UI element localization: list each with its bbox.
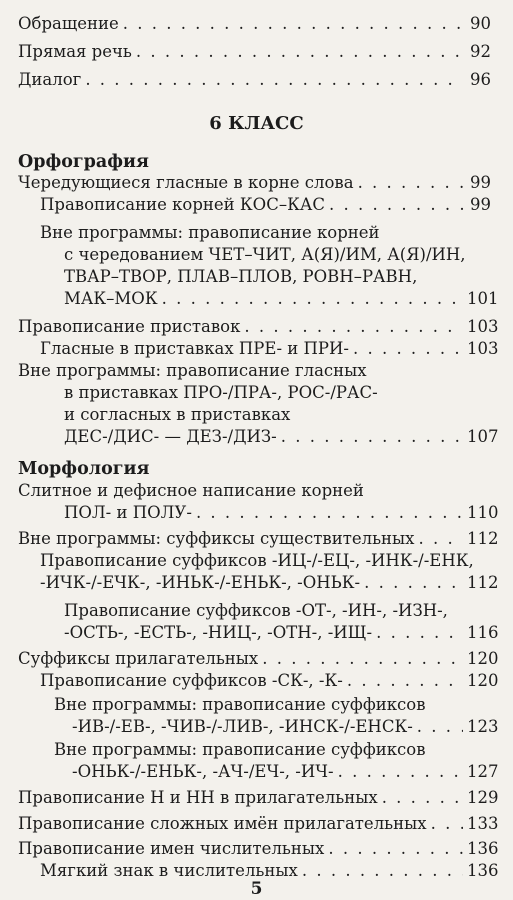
toc-entry	[0, 648, 513, 670]
leader-dots	[328, 838, 463, 860]
entry-title: -ОСТЬ-, -ЕСТЬ-, -НИЦ-, -ОТН-, -ИЩ-	[64, 623, 373, 642]
toc-entry	[0, 572, 513, 594]
entry-page: 127	[467, 762, 499, 781]
entry-page: 110	[467, 503, 499, 522]
entry-page: 99	[470, 173, 491, 192]
entry-page: 120	[467, 649, 499, 668]
entry-page: 129	[467, 788, 499, 807]
entry-page: 136	[467, 861, 499, 880]
entry-page: 103	[467, 339, 499, 358]
entry-page: 96	[470, 70, 491, 89]
leader-dots	[431, 813, 463, 835]
leader-dots	[281, 426, 463, 448]
section-title-morphology: Морфология	[18, 459, 150, 479]
entry-title: Правописание корней КОС–КАС	[40, 195, 325, 214]
entry-line: Вне программы: правописание суффиксов	[54, 695, 426, 714]
entry-title: Прямая речь	[18, 42, 132, 61]
leader-dots	[85, 69, 463, 91]
entry-title: -ИЧК-/-ЕЧК-, -ИНЬК-/-ЕНЬК-, -ОНЬК-	[40, 573, 361, 592]
entry-line: с чередованием ЧЕТ–ЧИТ, А(Я)/ИМ, А(Я)/ИН,	[64, 245, 466, 264]
leader-dots	[382, 787, 463, 809]
leader-dots	[338, 761, 463, 783]
leader-dots	[196, 502, 463, 524]
entry-title: Правописание сложных имён прилагательных	[18, 814, 427, 833]
leader-dots	[244, 316, 463, 338]
entry-title: Правописание суффиксов -СК-, -К-	[40, 671, 343, 690]
entry-line: в приставках ПРО-/ПРА-, РОС-/РАС-	[64, 383, 378, 402]
entry-line: и согласных в приставках	[64, 405, 291, 424]
entry-page: 107	[467, 427, 499, 446]
toc-entry	[0, 13, 513, 35]
toc-entry	[0, 69, 513, 91]
entry-page: 116	[467, 623, 499, 642]
leader-dots	[353, 338, 463, 360]
entry-line: Правописание суффиксов -ИЦ-/-ЕЦ-, -ИНК-/-ЕНК,	[40, 551, 474, 570]
toc-entry	[0, 288, 513, 310]
toc-entry	[0, 41, 513, 63]
section-title-orthography: Орфография	[18, 152, 149, 172]
toc-entry	[0, 316, 513, 338]
entry-title: -ОНЬК-/-ЕНЬК-, -АЧ-/ЕЧ-, -ИЧ-	[72, 762, 334, 781]
leader-dots	[418, 528, 463, 550]
entry-line: Вне программы: правописание гласных	[18, 361, 367, 380]
entry-title: Чередующиеся гласные в корне слова	[18, 173, 354, 192]
entry-page: 136	[467, 839, 499, 858]
entry-title: Правописание приставок	[18, 317, 241, 336]
entry-title: МАК–МОК	[64, 289, 158, 308]
toc-entry	[0, 838, 513, 860]
grade-heading: 6 КЛАСС	[209, 113, 304, 134]
entry-line: ТВАР–ТВОР, ПЛАВ–ПЛОВ, РОВН–РАВН,	[64, 267, 418, 286]
toc-entry	[0, 813, 513, 835]
toc-entry	[0, 426, 513, 448]
toc-entry	[0, 787, 513, 809]
entry-page: 123	[467, 717, 499, 736]
entry-page: 133	[467, 814, 499, 833]
leader-dots	[136, 41, 463, 63]
toc-entry	[0, 502, 513, 524]
entry-title: Обращение	[18, 14, 119, 33]
entry-title: ПОЛ- и ПОЛУ-	[64, 503, 192, 522]
entry-page: 101	[467, 289, 499, 308]
entry-title: ДЕС-/ДИС- — ДЕЗ-/ДИЗ-	[64, 427, 277, 446]
leader-dots	[347, 670, 463, 692]
toc-entry	[0, 172, 513, 194]
leader-dots	[262, 648, 463, 670]
entry-line: Правописание суффиксов -ОТ-, -ИН-, -ИЗН-,	[64, 601, 448, 620]
toc-entry	[0, 716, 513, 738]
entry-title: -ИВ-/-ЕВ-, -ЧИВ-/-ЛИВ-, -ИНСК-/-ЕНСК-	[72, 717, 413, 736]
entry-page: 112	[467, 573, 499, 592]
leader-dots	[364, 572, 463, 594]
toc-entry	[0, 670, 513, 692]
entry-page: 90	[470, 14, 491, 33]
leader-dots	[376, 622, 463, 644]
entry-page: 103	[467, 317, 499, 336]
toc-entry	[0, 338, 513, 360]
entry-title: Суффиксы прилагательных	[18, 649, 259, 668]
entry-title: Диалог	[18, 70, 82, 89]
leader-dots	[358, 172, 463, 194]
leader-dots	[329, 194, 463, 216]
entry-page: 99	[470, 195, 491, 214]
toc-entry	[0, 194, 513, 216]
entry-page: 112	[467, 529, 499, 548]
leader-dots	[162, 288, 463, 310]
entry-line: Слитное и дефисное написание корней	[18, 481, 364, 500]
entry-title: Гласные в приставках ПРЕ- и ПРИ-	[40, 339, 349, 358]
entry-line: Вне программы: правописание суффиксов	[54, 740, 426, 759]
leader-dots	[417, 716, 463, 738]
leader-dots	[123, 13, 463, 35]
entry-line: Вне программы: правописание корней	[40, 223, 380, 242]
entry-page: 92	[470, 42, 491, 61]
entry-title: Правописание Н и НН в прилагательных	[18, 788, 378, 807]
entry-title: Правописание имен числительных	[18, 839, 325, 858]
entry-title: Мягкий знак в числительных	[40, 861, 298, 880]
toc-entry	[0, 528, 513, 550]
toc-entry	[0, 622, 513, 644]
toc-entry	[0, 761, 513, 783]
entry-title: Вне программы: суффиксы существительных	[18, 529, 415, 548]
entry-page: 120	[467, 671, 499, 690]
page-number: 5	[250, 879, 263, 899]
